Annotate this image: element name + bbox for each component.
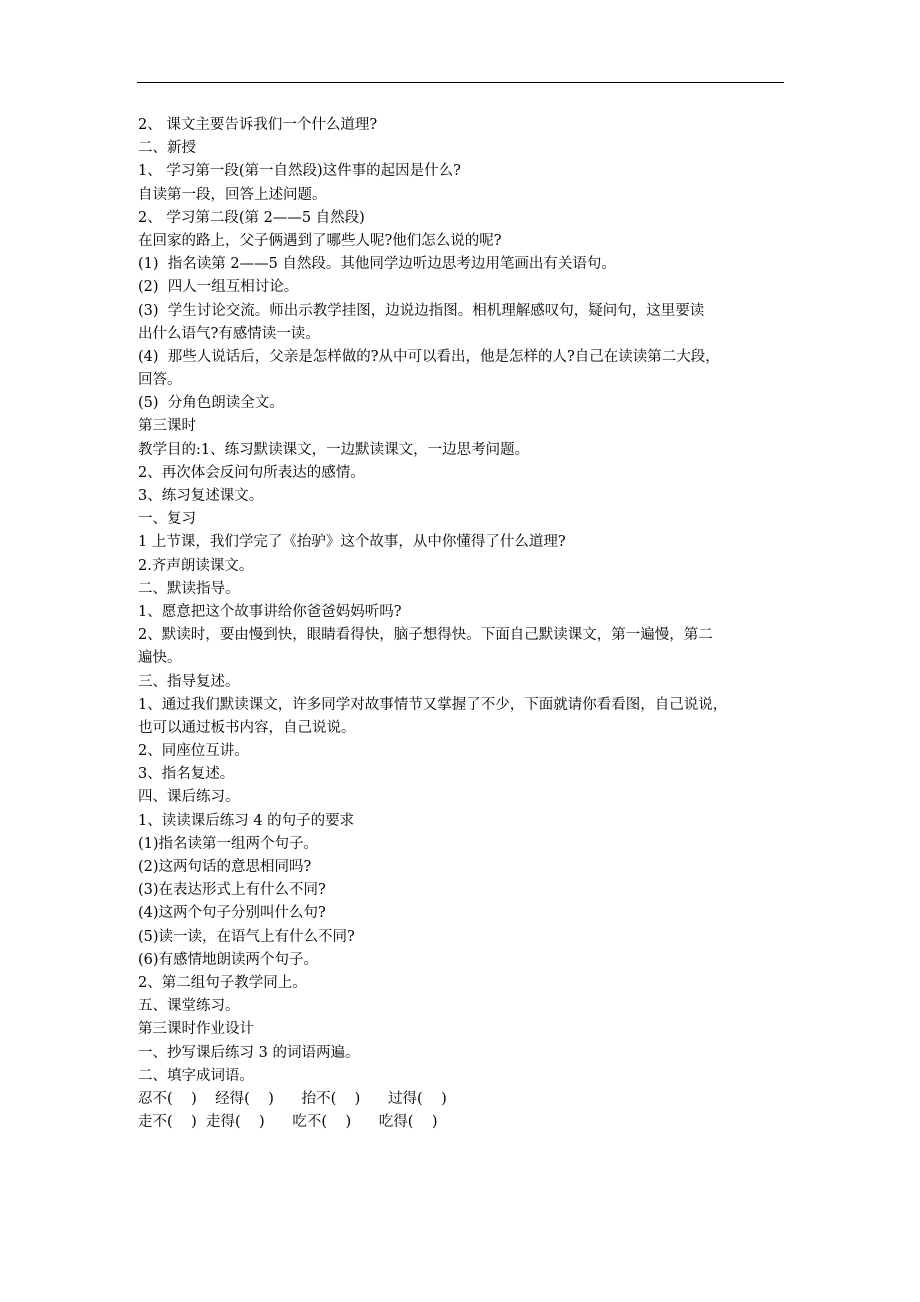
text-line: (4)这两个句子分别叫什么句? [138,905,326,922]
text-line: (5) 分角色朗读全文。 [138,395,284,412]
text-line: (2)这两句话的意思相同吗? [138,859,312,875]
text-line: 2、第二组句子教学同上。 [138,974,307,991]
text-line: 3、练习复述课文。 [138,488,264,504]
text-line: 四、课后练习。 [138,789,240,806]
text-line: 在回家的路上，父子俩遇到了哪些人呢?他们怎么说的呢? [138,232,502,249]
text-line: 2、同座位互讲。 [138,743,249,760]
section-heading: 第三课时作业设计 [138,1021,254,1038]
text-line: (4) 那些人说话后，父亲是怎样做的?从中可以看出，他是怎样的人?自己在读读第二大段， [138,348,720,365]
text-line: 遍快。 [138,650,182,667]
fill-in-line: 忍不( ) 经得( ) 抬不( ) 过得( ) [138,1090,447,1107]
text-line: (5)读一读，在语气上有什么不同? [138,928,355,945]
text-line: 2、再次体会反问句所表达的感情。 [138,464,365,481]
document-body [138,114,798,1134]
text-line: 五、课堂练习。 [138,998,240,1015]
text-line: 回答。 [138,372,182,389]
text-line: 1、通过我们默读课文，许多同学对故事情节又掌握了不少，下面就请你看看图，自己说说， [138,696,728,713]
text-line: 3、指名复述。 [138,766,235,783]
text-line: 1、愿意把这个故事讲给你爸爸妈妈听吗? [138,603,402,620]
text-line: 一、抄写课后练习 3 的词语两遍。 [138,1044,360,1061]
header-rule [137,82,784,83]
text-line: 二、默读指导。 [138,580,240,597]
text-line: 教学目的:1、练习默读课文，一边默读课文，一边思考问题。 [138,441,530,458]
text-line: 2、 学习第二段(第 2——5 自然段) [138,209,365,226]
text-line: 2、默读时，要由慢到快，眼睛看得快，脑子想得快。下面自己默读课文，第一遍慢，第二 [138,627,713,644]
text-line: (1)指名读第一组两个句子。 [138,835,319,852]
text-line: 也可以通过板书内容，自己说说。 [138,719,356,736]
text-line: 二、填字成词语。 [138,1067,254,1084]
text-line: 自读第一段，回答上述问题。 [138,186,327,203]
text-line: 2、 课文主要告诉我们一个什么道理? [138,117,378,133]
text-line: (6)有感情地朗读两个句子。 [138,951,319,968]
text-line: (1) 指名读第 2——5 自然段。其他同学边听边思考边用笔画出有关语句。 [138,256,616,273]
text-line: 出什么语气?有感情读一读。 [138,325,320,342]
section-heading: 第三课时 [138,418,196,435]
fill-in-line: 走不( ) 走得( ) 吃不( ) 吃得( ) [138,1114,438,1131]
text-line: 二、新授 [138,140,196,157]
text-line: (2) 四人一组互相讨论。 [138,279,299,296]
text-line: 1、读读课后练习 4 的句子的要求 [138,812,355,829]
text-line: 2.齐声朗读课文。 [138,557,254,574]
text-line: 1 上节课，我们学完了《抬驴》这个故事，从中你懂得了什么道理? [138,534,566,551]
text-line: (3)在表达形式上有什么不同? [138,882,326,899]
text-line: 三、指导复述。 [138,673,240,690]
text-line: 一、复习 [138,511,196,528]
text-line: 1、 学习第一段(第一自然段)这件事的起因是什么? [138,163,461,180]
text-line: (3) 学生讨论交流。师出示教学挂图，边说边指图。相机理解感叹句，疑问句，这里要读 [138,302,705,319]
